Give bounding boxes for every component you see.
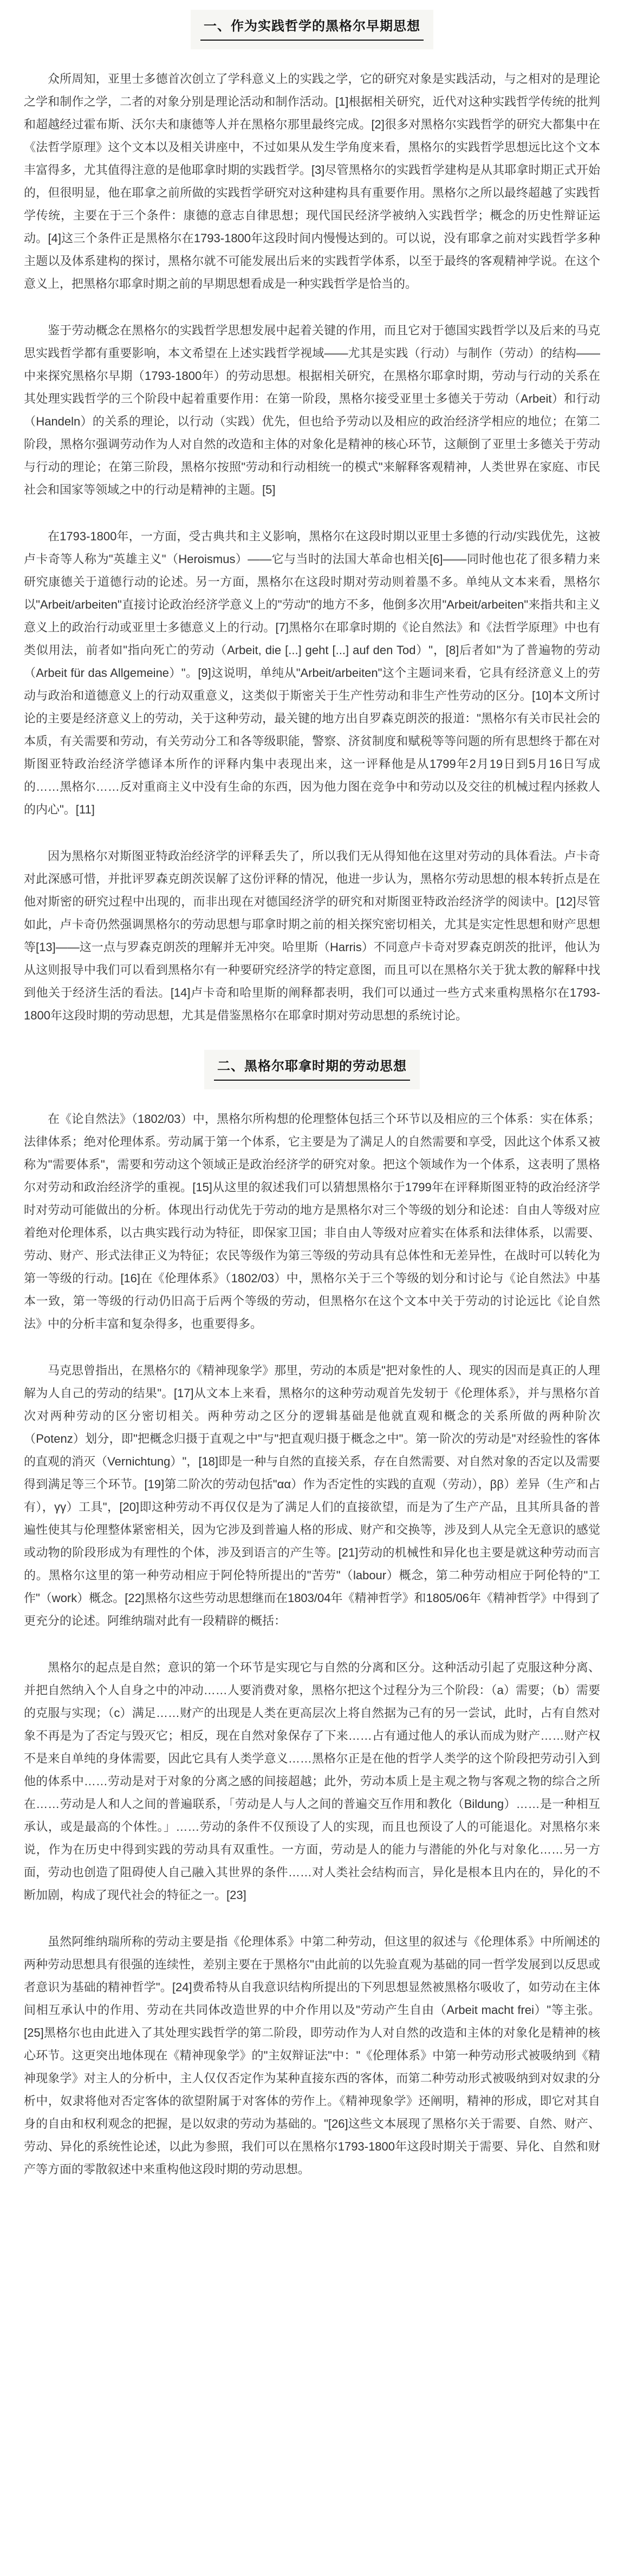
paragraph: 马克思曾指出，在黑格尔的《精神现象学》那里，劳动的本质是"把对象性的人、现实的因而是真正的人理解为人自己的劳动的结果"。[17]从文本上来看，黑格尔的这种劳动观首先发轫于《伦理体系》，并与黑格尔首次对两种劳动的区分密切相关。两种劳动之区分的逻辑基础是他就直观和概念的关系所做的两种阶次（Potenz）划分，即"把概念归摄于直观之中"与"把直观归摄于概念之中"。第一阶次的劳动是"对经验性的客体的直观的消灭（Vernichtung）"，[18]即是一种与自然的直接关系，存在自然需要、对自然对象的否定以及需要得到满足等三个环节。[19]第二阶次的劳动包括"αα）作为否定性的实践的直观（劳动），ββ）差异（生产和占有），γγ）工具"，[20]即这种劳动不再仅仅是为了满足人们的直接欲望，而是为了生产产品，且其所具备的普遍性使其与伦理整体紧密相关，因为它涉及到普遍人格的形成、财产和交换等，涉及到人从完全无意识的感觉或动物的阶段形成为有理性的个体，涉及到语言的产生等。[21]劳动的机械性和异化也主要是就这种劳动而言的。黑格尔这里的第一种劳动相应于阿伦特所提出的"苦劳"（labour）概念，第二种劳动相应于阿伦特的"工作"（work）概念。[22]黑格尔这些劳动思想继而在1803/04年《精神哲学》和1805/06年《精神哲学》中得到了更充分的论述。阿维纳瑞对此有一段精辟的概括： xyxy=(24,1364,601,1628)
section-2-heading: 二、黑格尔耶拿时期的劳动思想 xyxy=(214,1055,410,1081)
paragraph: 在《论自然法》（1802/03）中，黑格尔所构想的伦理整体包括三个环节以及相应的三个体系：实在体系；法律体系；绝对伦理体系。劳动属于第一个体系，它主要是为了满足人的自然需要和享受，因此这个体系又被称为"需要体系"，需要和劳动这个领域正是政治经济学的研究对象。把这个领域作为一个体系，这表明了黑格尔对劳动和政治经济学的重视。[15]从这里的叙述我们可以猜想黑格尔于1799年在评释斯图亚特的政治经济学时对劳动可能做出的分析。体现出行动优先于劳动的地方是黑格尔对三个等级的划分和论述：自由人等级对应着绝对伦理体系，以古典实践行动为特征，即保家卫国；非自由人等级对应着实在体系和法律体系，以需要、劳动、财产、形式法律正义为特征；农民等级作为第三等级的劳动具有总体性和无差异性，在战时可以转化为第一等级的行动。[16]在《伦理体系》（1802/03）中，黑格尔关于三个等级的划分和讨论与《论自然法》中基本一致，第一等级的行动仍旧高于后两个等级的劳动，但黑格尔在这个文本中关于劳动的讨论远比《论自然法》中的分析丰富和复杂得多，也重要得多。 xyxy=(24,1112,600,1331)
paragraph: 众所周知，亚里士多德首次创立了学科意义上的实践之学，它的研究对象是实践活动，与之相对的是理论之学和制作之学，二者的对象分别是理论活动和制作活动。[1]根据相关研究，近代对这种实践哲学传统的批判和超越经过霍布斯、沃尔夫和康德等人并在黑格尔那里最终完成。[2]很多对黑格尔实践哲学的研究大都集中在《法哲学原理》这个文本以及相关讲座中，不过如果从发生学角度来看，黑格尔的实践哲学思想远比这个文本丰富得多，尤其值得注意的是他耶拿时期的实践哲学。[3]尽管黑格尔的实践哲学建构是从其耶拿时期正式开始的，但很明显，他在耶拿之前所做的实践哲学研究对这种建构具有重要作用。黑格尔之所以最终超越了实践哲学传统，主要在于三个条件：康德的意志自律思想；现代国民经济学被纳入实践哲学；概念的历史性辩证运动。[4]这三个条件正是黑格尔在1793-1800年这段时间内慢慢达到的。可以说，没有耶拿之前对实践哲学多种主题以及体系建构的探讨，黑格尔就不可能发展出后来的实践哲学体系，以至于最终的客观精神学说。在这个意义上，把黑格尔耶拿时期之前的早期思想看成是一种实践哲学是恰当的。 xyxy=(24,72,600,290)
section-1-heading-box xyxy=(191,10,433,49)
block-quote-paragraph: 黑格尔的起点是自然；意识的第一个环节是实现它与自然的分离和区分。这种活动引起了克服这种分离、并把自然纳入个人自身之中的冲动……人要消费对象，黑格尔把这个过程分为三个阶段：（a）需要；（b）需要的克服与实现；（c）满足……财产的出现是人类在更高层次上将自然据为己有的另一尝试，此时，占有自然对象不再是为了否定与毁灭它；相反，现在自然对象保存了下来……占有通过他人的承认而成为财产……财产权不是来自单纯的身体需要，因此它具有人类学意义……黑格尔正是在他的哲学人类学的这个阶段把劳动引入到他的体系中……劳动是对于对象的分离之感的间接超越；此外，劳动本质上是主观之物与客观之物的综合之所在……劳动是人和人之间的普遍联系，「劳动是人与人之间的普遍交互作用和教化（Bildung）……是一种相互承认，或是最高的个体性。」……劳动的条件不仅预设了人的实现，而且也预设了人的可能退化。对黑格尔来说，作为在历史中得到实践的劳动具有双重性。一方面，劳动是人的能力与潜能的外化与对象化……另一方面，劳动也创造了阻碍使人自己融入其世界的条件……对人类社会结构而言，异化是根本且内在的，异化的不断加剧，构成了现代社会的特征之一。[23] xyxy=(24,1661,600,1902)
section-2-heading-box xyxy=(204,1050,420,1089)
paragraph: 在1793-1800年，一方面，受古典共和主义影响，黑格尔在这段时期以亚里士多德的行动/实践优先，这被卢卡奇等人称为"英雄主义"（Heroismus）——它与当时的法国大革命也相关[6]——同时他也花了很多精力来研究康德关于道德行动的论述。另一方面，黑格尔在这段时期对劳动则着墨不多。单纯从文本来看，黑格尔以"Arbeit/arbeiten"直接讨论政治经济学意义上的"劳动"的地方不多，他倒多次用"Arbeit/arbeiten"来指共和主义意义上的政治行动或亚里士多德意义上的行动。[7]黑格尔在耶拿时期的《论自然法》和《法哲学原理》中也有类似用法，前者如"指向死亡的劳动（Arbeit, die [...] geht [...] auf den Tod）"，[8]后者如"为了普遍物的劳动（Arbeit für das Allgemeine）"。[9]这说明，单纯从"Arbeit/arbeiten"这个主题词来看，它具有经济意义上的劳动与政治和道德意义上的行动双重意义，这类似于斯密关于生产性劳动和非生产性劳动的区分。[10]本文所讨论的主要是经济意义上的劳动，关于这种劳动，最关键的地方出自罗森克朗茨的报道："黑格尔有关市民社会的本质，有关需要和劳动，有关劳动分工和各等级职能，警察、济贫制度和赋税等等问题的所有思想终于都在对斯图亚特政治经济学德译本所作的评释内集中表现出来，这一评释他是从1799年2月19日到5月16日写成的……黑格尔……反对重商主义中没有生命的东西，因为他力图在竞争中和劳动以及交往的机械过程内拯救人的内心"。[11] xyxy=(24,530,600,816)
paragraph: 虽然阿维纳瑞所称的劳动主要是指《伦理体系》中第二种劳动，但这里的叙述与《伦理体系》中所阐述的两种劳动思想具有很强的连续性，差别主要在于黑格尔"由此前的以先验直观为基础的同一哲学发展到以反思或者意识为基础的精神哲学"。[24]费希特从自我意识结构所提出的下列思想显然被黑格尔吸收了，如劳动在主体间相互承认中的作用、劳动在共同体改造世界的中介作用以及"劳动产生自由（Arbeit macht frei）"等主张。[25]黑格尔也由此进入了其处理实践哲学的第二阶段，即劳动作为人对自然的改造和主体的对象化是精神的核心环节。这更突出地体现在《精神现象学》的"主奴辩证法"中："《伦理体系》中第一种劳动形式被吸纳到《精神现象学》对主人的分析中，主人仅仅否定作为某种直接东西的客体，而第二种劳动形式被吸纳到对奴隶的分析中，奴隶将他对否定客体的欲望附属于对客体的劳作上。《精神现象学》还阐明，精神的形成，即它对其自身的自由和权利观念的把握，是以奴隶的劳动为基础的。"[26]这些文本展现了黑格尔关于需要、自然、财产、劳动、异化的系统性论述，以此为参照，我们可以在黑格尔1793-1800年这段时期关于需要、异化、自然和财产等方面的零散叙述中来重构他这段时期的劳动思想。 xyxy=(24,1935,600,2176)
section-2 xyxy=(24,1050,600,2181)
section-1-heading-row xyxy=(24,10,600,49)
section-2-heading-row xyxy=(24,1050,600,1089)
paragraph: 鉴于劳动概念在黑格尔的实践哲学思想发展中起着关键的作用，而且它对于德国实践哲学以及后来的马克思实践哲学都有重要影响，本文希望在上述实践哲学视域——尤其是实践（行动）与制作（劳动）的结构——中来探究黑格尔早期（1793-1800年）的劳动思想。根据相关研究，在黑格尔耶拿时期，劳动与行动的关系在其处理实践哲学的三个阶段中起着重要作用：在第一阶段，黑格尔接受亚里士多德关于劳动（Arbeit）和行动（Handeln）的关系的理论，以行动（实践）优先，但也给予劳动以及相应的政治经济学相应的地位；在第二阶段，黑格尔强调劳动作为人对自然的改造和主体的对象化是精神的核心环节，这颠倒了亚里士多德关于劳动与行动的理论；在第三阶段，黑格尔按照"劳动和行动相统一的模式"来解释客观精神，人类世界在家庭、市民社会和国家等领域之中的行动是精神的主题。[5] xyxy=(24,324,600,496)
paragraph: 因为黑格尔对斯图亚特政治经济学的评释丢失了，所以我们无从得知他在这里对劳动的具体看法。卢卡奇对此深感可惜，并批评罗森克朗茨误解了这份评释的情况，他进一步认为，黑格尔劳动思想的根本转折点是在他对斯密的研究过程中出现的，而非出现在对德国经济学的研究和对斯图亚特政治经济学的阅读中。[12]尽管如此，卢卡奇仍然强调黑格尔的劳动思想与耶拿时期之前的相关探究密切相关，尤其是实定性思想和财产思想等[13]——这一点与罗森克朗茨的理解并无冲突。哈里斯（Harris）不同意卢卡奇对罗森克朗茨的批评，他认为从这则报导中我们可以看到黑格尔有一种要研究经济学的特定意图，而且可以在黑格尔关于犹太教的解释中找到他关于经济生活的看法。[14]卢卡奇和哈里斯的阐释都表明，我们可以通过一些方式来重构黑格尔在1793-1800年这段时期的劳动思想，尤其是借鉴黑格尔在耶拿时期对劳动思想的系统讨论。 xyxy=(24,849,600,1022)
section-1-heading: 一、作为实践哲学的黑格尔早期思想 xyxy=(200,15,424,41)
section-1 xyxy=(24,10,600,1027)
